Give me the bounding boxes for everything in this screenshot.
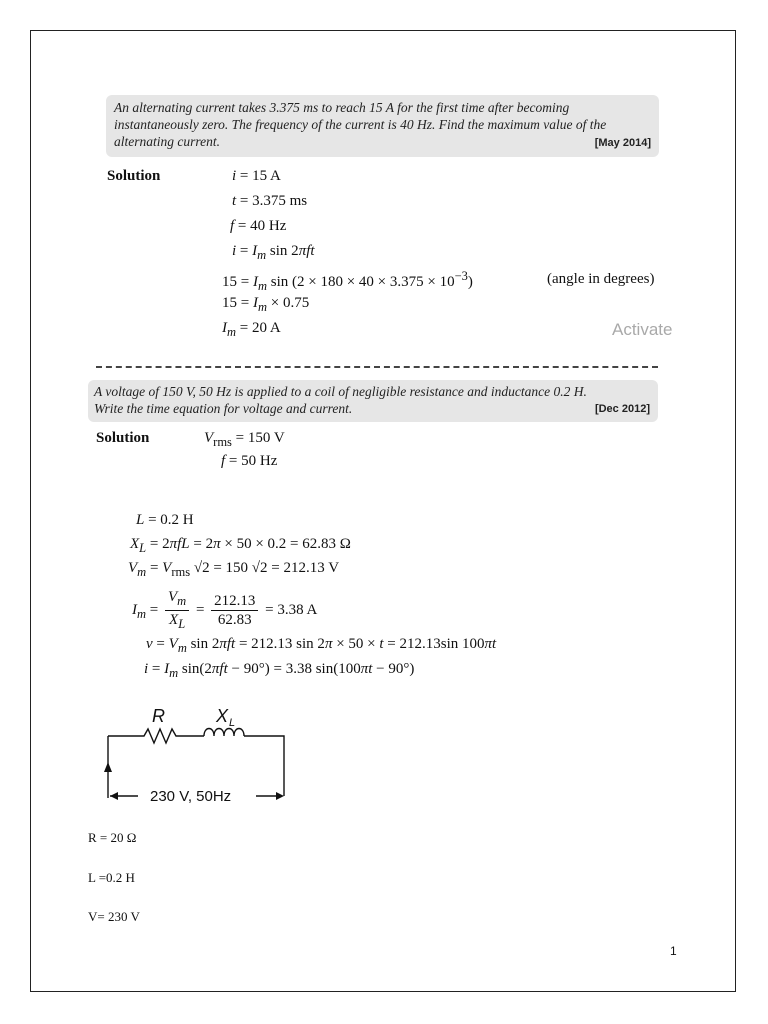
eq-1-5: $15 = I_m$ $\sin (2 \times 180 \times 40 \times 3.375 \times 10^{-3})$ [222, 269, 473, 293]
label-r: R [152, 706, 165, 726]
problem-2-line-2: Write the time equation for voltage and current. [94, 401, 353, 416]
resistor-symbol [108, 729, 204, 743]
eq-1-4: $i = I_m$ sin 2πft [232, 243, 315, 262]
solution-2-label: Solution [96, 430, 150, 446]
problem-1-line-2: instantaneously zero. The frequency of the current is 40 Hz. Find the maximum value of the [114, 117, 607, 132]
eq-2-3: L = 0.2 H [136, 512, 194, 528]
left-arrow-icon [110, 792, 118, 800]
page-number: 1 [670, 944, 677, 958]
value-l: L =0.2 H [88, 870, 135, 885]
inductor-symbol [204, 729, 244, 737]
value-r: R = 20 Ω [88, 830, 137, 845]
circuit-diagram [96, 700, 296, 810]
activate-watermark: Activate [612, 320, 673, 339]
eq-2-5: $V_m = V_{rms}$ √2 = 150 √2 = 212.13 V [128, 560, 340, 579]
eq-1-7: $I_m = 20$ A [222, 320, 281, 339]
source-label: 230 V, 50Hz [150, 788, 232, 805]
problem-2-box [88, 380, 658, 422]
eq-1-1: i = 15 A [232, 168, 281, 184]
eq-2-8: $i = I_m$ sin(2πft − 90°) = 3.38 sin(100πt − 90°) [144, 661, 415, 680]
problem-2-tag: [Dec 2012] [594, 403, 650, 415]
eq-2-7: $v = V_m$ sin 2πft = 212.13 sin 2π × 50 × t = 212.13sin 100πt [146, 636, 497, 655]
solution-1-label: Solution [107, 168, 161, 184]
eq-1-6: $15 = I_m \times 0.75$ [222, 295, 310, 314]
value-v: V= 230 V [88, 909, 140, 924]
problem-1-line-1: An alternating current takes 3.375 ms to reach 15 A for the first time after becoming [114, 100, 570, 115]
angle-note: (angle in degrees) [547, 271, 655, 287]
right-arrow-icon [276, 792, 284, 800]
eq-1-2: t = 3.375 ms [232, 193, 308, 209]
problem-1-line-3: alternating current. [114, 134, 220, 149]
problem-1-box [106, 95, 659, 157]
problem-1-tag: [May 2014] [594, 137, 651, 149]
label-xl: X [216, 706, 229, 726]
eq-2-2: f = 50 Hz [221, 453, 278, 469]
eq-2-1: $V_{rms} = 150$ V [204, 430, 285, 449]
right-wire [244, 736, 284, 796]
eq-1-3: f = 40 Hz [230, 218, 287, 234]
eq-2-6: $I_m$ = $\frac{V_m}{X_L}$ = $\frac{212.13}{62.83}$ = 3.38 A [132, 589, 318, 631]
section-divider [96, 366, 658, 368]
problem-2-line-1: A voltage of 150 V, 50 Hz is applied to a coil of negligible resistance and inductance 0.2 H. [94, 384, 587, 399]
eq-2-4: $X_L = 2\pi fL = 2\pi \times 50 \times 0.2 = 62.83$ Ω [130, 536, 351, 555]
up-arrow-icon [104, 762, 112, 772]
label-xl-sub: L [229, 717, 236, 729]
